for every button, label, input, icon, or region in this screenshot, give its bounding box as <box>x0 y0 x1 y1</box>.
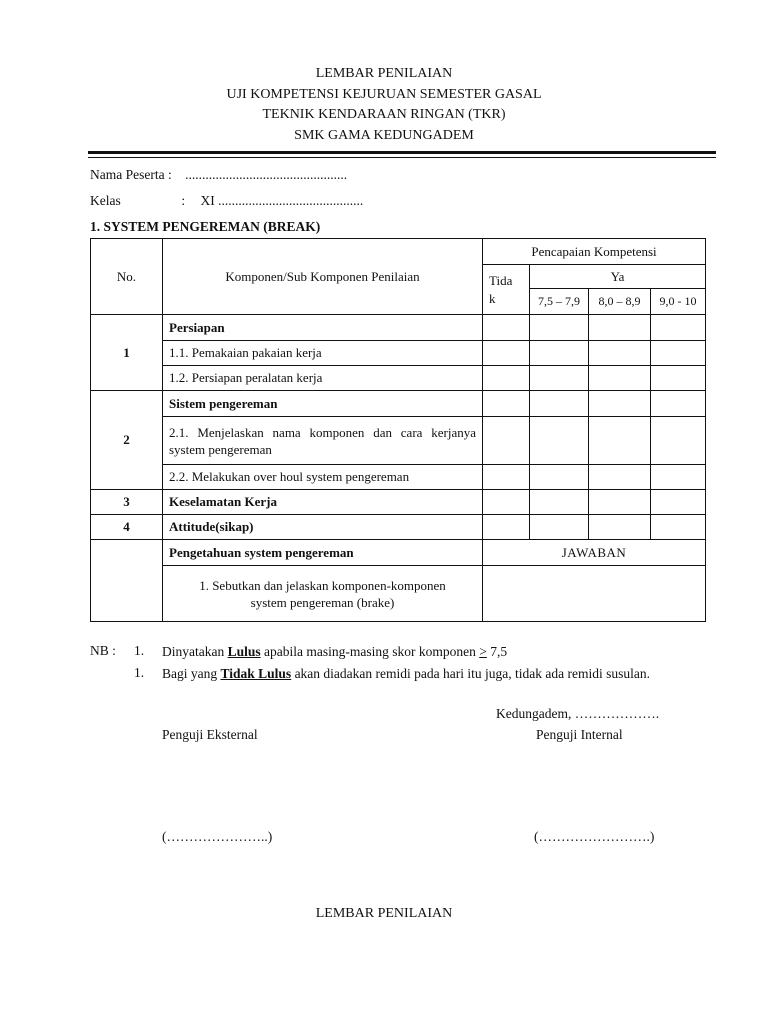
score-cell <box>651 417 706 465</box>
score-cell <box>589 417 651 465</box>
row-no-1: 1 <box>91 315 163 391</box>
soal-line1: 1. Sebutkan dan jelaskan komponen-komponen <box>199 577 446 593</box>
note-2-pre: Bagi yang <box>162 666 221 681</box>
kelas-label: Kelas <box>90 193 121 208</box>
header-tidak-line1: Tida <box>489 272 513 288</box>
score-cell <box>483 366 530 391</box>
signature-blank-internal: (…………………….) <box>534 829 655 844</box>
header-title: LEMBAR PENILAIAN <box>315 66 453 81</box>
score-cell <box>530 315 589 341</box>
row-1-2: 1.2. Persiapan peralatan kerja <box>163 366 483 391</box>
header-no: No. <box>91 239 163 315</box>
score-cell <box>483 465 530 490</box>
header-range-3: 9,0 - 10 <box>651 289 706 315</box>
note-1-number: 1. <box>134 643 145 658</box>
row-2-2: 2.2. Melakukan over houl system pengereman <box>163 465 483 490</box>
assessment-table <box>90 238 706 622</box>
note-2-post: akan diadakan remidi pada hari itu juga, tidak ada remidi susulan. <box>291 666 650 681</box>
note-2-number: 1. <box>134 665 145 680</box>
score-cell <box>530 366 589 391</box>
score-cell <box>589 515 651 540</box>
header-range-1: 7,5 – 7,9 <box>530 289 589 315</box>
row-persiapan: Persiapan <box>163 315 483 341</box>
note-2-text <box>162 663 676 684</box>
row-no-2: 2 <box>91 391 163 490</box>
score-cell <box>589 490 651 515</box>
score-cell <box>530 341 589 366</box>
row-1-1: 1.1. Pemakaian pakaian kerja <box>163 341 483 366</box>
row-keselamatan: Keselamatan Kerja <box>163 490 483 515</box>
row-soal <box>163 566 483 622</box>
score-cell <box>530 391 589 417</box>
score-cell <box>483 341 530 366</box>
soal-line2: system pengereman (brake) <box>250 594 395 610</box>
score-cell <box>483 315 530 341</box>
penguji-internal-label: Penguji Internal <box>536 727 623 742</box>
header-program: TEKNIK KENDARAAN RINGAN (TKR) <box>262 107 506 122</box>
score-cell <box>530 417 589 465</box>
header-pencapaian: Pencapaian Kompetensi <box>483 239 706 265</box>
nama-field <box>90 167 347 183</box>
row-2-1: 2.1. Menjelaskan nama komponen dan cara kerjanya system pengereman <box>163 417 483 465</box>
header-divider-thin <box>88 157 716 158</box>
signature-blank-eksternal: (…………………..) <box>162 829 273 844</box>
note-2-tidak-lulus: Tidak Lulus <box>220 666 292 681</box>
score-cell <box>483 391 530 417</box>
score-cell <box>651 341 706 366</box>
note-1-post: apabila masing-masing skor komponen <box>260 644 480 659</box>
header-ya: Ya <box>530 265 706 289</box>
row-no-3: 3 <box>91 490 163 515</box>
kelas-value: XI ........................................... <box>200 193 364 208</box>
kelas-colon: : <box>181 193 186 208</box>
note-1-end: 7,5 <box>486 644 508 659</box>
score-cell <box>589 366 651 391</box>
score-cell <box>651 465 706 490</box>
document-header <box>0 64 768 146</box>
score-cell <box>651 366 706 391</box>
score-cell <box>651 515 706 540</box>
score-cell <box>483 515 530 540</box>
score-cell <box>530 465 589 490</box>
row-pengetahuan: Pengetahuan system pengereman <box>163 540 483 566</box>
note-1-lulus: Lulus <box>227 644 261 659</box>
header-range-2: 8,0 – 8,9 <box>589 289 651 315</box>
nama-label: Nama Peserta : <box>90 167 172 182</box>
jawaban-header: JAWABAN <box>483 540 706 566</box>
score-cell <box>483 417 530 465</box>
score-cell <box>651 315 706 341</box>
note-1-pre: Dinyatakan <box>162 644 228 659</box>
kelas-field <box>90 193 363 209</box>
header-exam: UJI KOMPETENSI KEJURUAN SEMESTER GASAL <box>226 86 542 102</box>
row-no-blank <box>91 540 163 622</box>
header-divider-thick <box>88 151 716 154</box>
header-komponen: Komponen/Sub Komponen Penilaian <box>163 239 483 315</box>
score-cell <box>483 490 530 515</box>
nb-label: NB : <box>90 643 116 658</box>
note-1-text <box>162 641 676 662</box>
score-cell <box>530 515 589 540</box>
header-tidak <box>483 265 530 315</box>
section-title: 1. SYSTEM PENGEREMAN (BREAK) <box>90 219 321 234</box>
row-no-4: 4 <box>91 515 163 540</box>
score-cell <box>589 341 651 366</box>
penguji-eksternal-label: Penguji Eksternal <box>162 727 258 742</box>
row-attitude: Attitude(sikap) <box>163 515 483 540</box>
next-page-title: LEMBAR PENILAIAN <box>315 906 453 921</box>
score-cell <box>651 391 706 417</box>
note-1-ge: > <box>479 644 487 659</box>
place-date: Kedungadem, ………………. <box>496 706 660 721</box>
header-tidak-line2: k <box>489 290 496 306</box>
nama-value: ................................................ <box>185 167 348 182</box>
score-cell <box>589 391 651 417</box>
score-cell <box>530 490 589 515</box>
score-cell <box>589 315 651 341</box>
score-cell <box>589 465 651 490</box>
score-cell <box>651 490 706 515</box>
header-school: SMK GAMA KEDUNGADEM <box>294 127 474 143</box>
jawaban-cell <box>483 566 706 622</box>
row-sistem: Sistem pengereman <box>163 391 483 417</box>
